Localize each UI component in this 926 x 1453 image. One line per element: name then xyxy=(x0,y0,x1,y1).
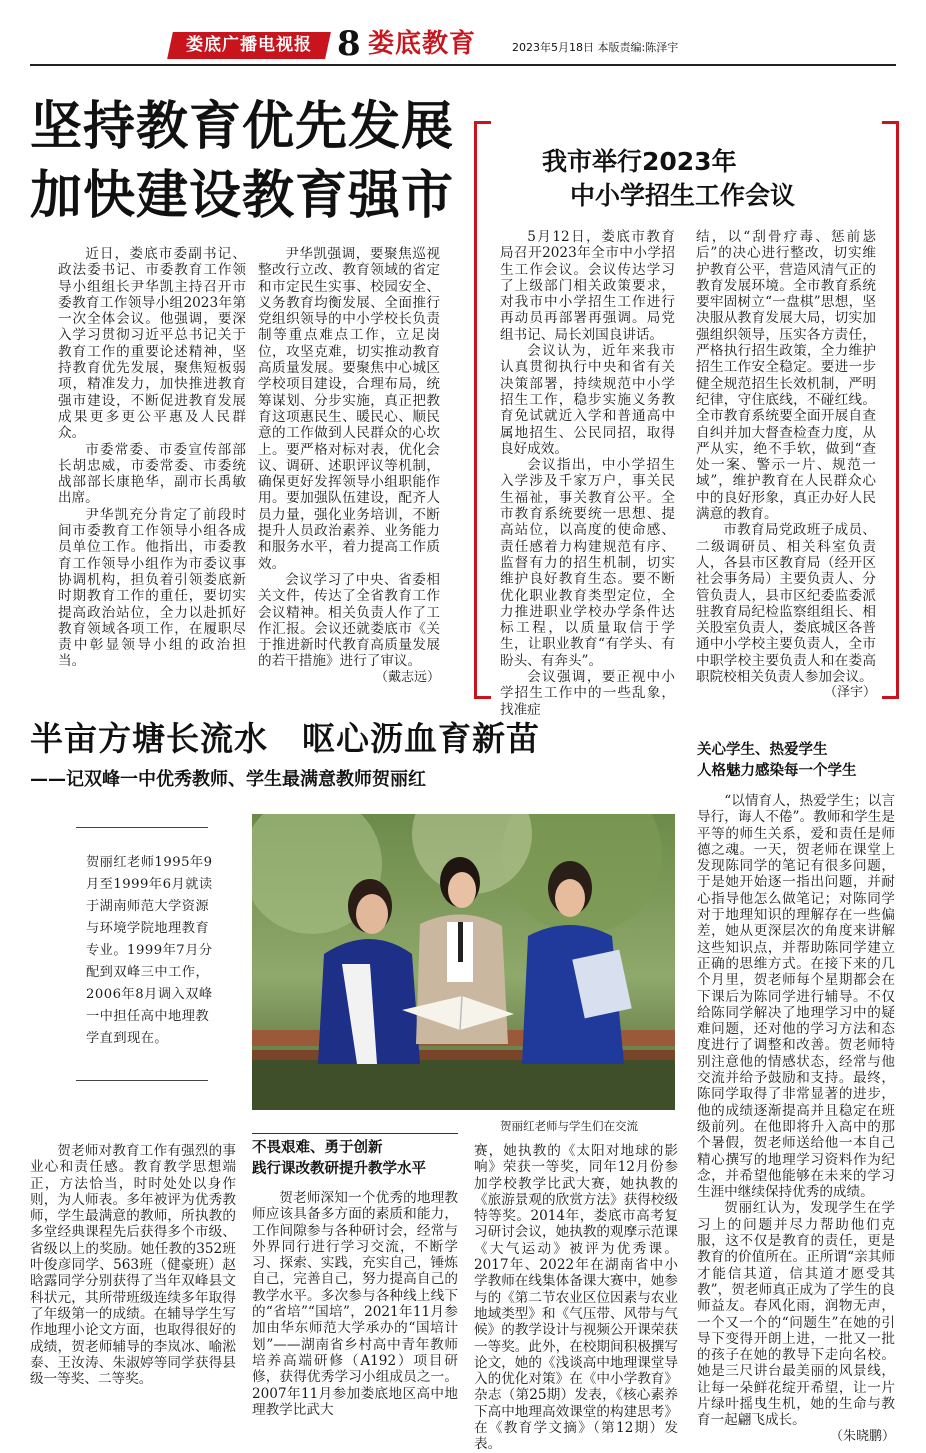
section-b-rule xyxy=(252,1133,458,1134)
story3-column-a xyxy=(30,1143,236,1387)
story3-subtitle: ——记双峰一中优秀教师、学生最满意教师贺丽红 xyxy=(30,769,426,790)
story1-title-line2: 加快建设教育强市 xyxy=(30,166,455,226)
section-d-title-line1: 关心学生、热爱学生 xyxy=(697,742,828,758)
right-bracket xyxy=(882,121,899,699)
paragraph: 市教育局党政班子成员、二级调研员、相关科室负责人，各县市区教育局（经开区社会事务局）主要负责人、分管负责人，县市区纪委监委派驻教育局纪检监察组组长、相关股室负责人，娄底城区各普通中小学校主要负责人，全市中职学校主要负责人和在娄高职院校相关负责人参加会议。 xyxy=(696,522,876,686)
story2-title-line2: 中小学招生工作会议 xyxy=(570,181,796,210)
masthead-rule xyxy=(30,64,896,66)
photo-caption: 贺丽红老师与学生们在交流 xyxy=(500,1119,638,1133)
story1-author: （戴志远） xyxy=(374,669,440,685)
paragraph: 会议指出，中小学招生入学涉及千家万户，事关民生福祉，事关教育公平。全市教育系统要统一思想、提高站位，以高度的使命感、责任感着力构建规范有序、监督有力的招生机制，切实维护良好教育生态。要不断优化职业教育类型定位，全力推进职业学校办学条件达标工程，以质量取信于学生，让职业教育“有学头、有盼头、有奔头”。 xyxy=(500,457,675,669)
story2-title-line1: 我市举行2023年 xyxy=(542,147,737,176)
story2-column-2 xyxy=(696,229,876,702)
paragraph: 赛，她执教的《太阳对地球的影响》荣获一等奖，同年12月份参加学校教学比武大赛，她执教的《旅游景观的欣赏方法》获得校级特等奖。2014年，娄底市高考复习研讨会议，她执教的观摩示范课《大气运动》被评为优秀课。2017年、2022年在湖南省中小学教师在线集体备课大赛中，她参与的《第二节农业区位因素与农业地域类型》和《气压带、风带与气候》的教学设计与视频公开课荣获一等奖。此外，在校期间积极撰写论文，她的《浅谈高中地理课堂导入的优化对策》在《中小学教育》杂志（第25期）发表，《核心素养下高中地理高效课堂的构建思考》在《教育学文摘》（第12期）发表。 xyxy=(474,1143,678,1453)
paragraph: 结，以“刮骨疗毒、惩前毖后”的决心进行整改，切实维护教育公平，营造风清气正的教育发展环境。全市教育系统要牢固树立“一盘棋”思想，坚决服从教育发展大局，切实加强组织领导，压实各方责任，严格执行招生政策，全力维护招生工作安全稳定。要进一步健全规范招生长效机制，严明纪律，守住底线，不碰红线。全市教育系统要全面开展自查自纠并加大督查检查力度，从严从实，绝不手软，做到“查处一案、警示一片、规范一域”，维护教育在人民群众心中的良好形象，真正办好人民满意的教育。 xyxy=(696,229,876,523)
issue-info: 2023年5月18日 本版责编:陈泽宇 xyxy=(512,41,679,54)
paragraph: 5月12日，娄底市教育局召开2023年全市中小学招生工作会议。会议传达学习了上级部门相关政策要求，对我市中小学招生工作进行再动员再部署再强调。局党组书记、局长刘国良讲话。 xyxy=(500,229,675,343)
paragraph: 市委常委、市委宣传部部长胡忠威，市委常委、市委统战部部长康艳华，副市长禹敏出席。 xyxy=(58,441,246,507)
story3-column-d xyxy=(697,793,895,1445)
teacher-bio: 贺丽红老师1995年9月至1999年6月就读于湖南师范大学资源与环境学院地理教育专业。1999年7月分配到双峰三中工作，2006年8月调入双峰一中担任高中地理教学直到现在。 xyxy=(86,855,213,1046)
section-d-title-line2: 人格魅力感染每一个学生 xyxy=(697,763,857,779)
story1-column-2 xyxy=(258,246,440,686)
teacher-photo xyxy=(252,814,675,1110)
story3-title: 半亩方塘长流水 呕心沥血育新苗 xyxy=(30,719,540,758)
paragraph: 近日，娄底市委副书记、政法委书记、市委教育工作领导小组组长尹华凯主持召开市委教育工作领导小组2023年第一次全体会议。他强调，要深入学习贯彻习近平总书记关于教育工作的重要论述精神，坚持教育优先发展，聚焦短板弱项，精准发力，加快推进教育强市建设，不断促进教育发展成果更多更公平惠及人民群众。 xyxy=(58,246,246,442)
page-number: 8 xyxy=(337,24,361,64)
paragraph: 尹华凯充分肯定了前段时间市委教育工作领导小组各成员单位工作。他指出，市委教育工作领导小组作为市委议事协调机构，担负着引领娄底新时期教育工作的重任，要切实提高政治站位，全力以赴抓好教育领域各项工作，在履职尽责中彰显领导小组的政治担当。 xyxy=(58,506,246,670)
story1-column-1 xyxy=(58,246,246,670)
paper-name-banner xyxy=(167,32,331,59)
story3-author: （朱晓鹏） xyxy=(829,1428,895,1444)
photo-illustration xyxy=(252,814,675,1110)
section-b-title-line1: 不畏艰难、勇于创新 xyxy=(252,1140,383,1156)
story3-column-c xyxy=(474,1143,678,1453)
bio-top-rule xyxy=(76,827,208,828)
paragraph: 贺老师对教育工作有强烈的事业心和责任感。教育教学思想端正，方法恰当，时时处处以身作则，为人师表。多年被评为优秀教师，学生最满意的教师，所执教的多堂经典课程先后获得多个市级、省级以上的奖励。她任教的352班叶俊彦同学、563班（健豪班）赵晗露同学分别获得了当年双峰县文科状元，其所带班级连续多年取得了年级第一的成绩。在辅导学生写作地理小论文方面，也取得很好的成绩，贺老师辅导的李岚冰、喻淞泰、王汝涛、朱淑婷等同学获得县级一等奖、二等奖。 xyxy=(30,1143,236,1388)
section-title: 娄底教育 xyxy=(368,29,477,59)
paragraph: 会议强调，要正视中小学招生工作中的一些乱象，找准症 xyxy=(500,669,675,718)
left-bracket xyxy=(474,121,491,699)
story1-title-line1: 坚持教育优先发展 xyxy=(30,97,455,157)
paragraph: 尹华凯强调，要聚焦巡视整改行立改、教育领域的省定和市定民生实事、校园安全、义务教育均衡发展、全面推行党组织领导的中小学校长负责制等重点难点工作，立足岗位，攻坚克难，切实推动教育高质量发展。要聚焦中心城区学校项目建设，合理布局，统筹谋划、分步实施，真正把教育这项惠民生、暖民心、顺民意的工作做到人民群众的心坎上。要严格对标对表，优化会议、调研、述职评议等机制，确保更好发挥领导小组职能作用。要加强队伍建设，配齐人员力量，强化业务培训，不断提升人员政治素养、业务能力和服务水平，着力提高工作质效。 xyxy=(258,246,440,572)
paragraph: 会议认为，近年来我市认真贯彻执行中央和省有关决策部署，持续规范中小学招生工作，稳步实施义务教育免试就近入学和普通高中属地招生、公民同招，取得良好成效。 xyxy=(500,343,675,457)
paragraph: 会议学习了中央、省委相关文件，传达了全省教育工作会议精神。相关负责人作了工作汇报。会议还就娄底市《关于推进新时代教育高质量发展的若干措施》进行了审议。 xyxy=(258,571,440,670)
paragraph: 贺丽红认为，发现学生在学习上的问题并尽力帮助他们克服，这不仅是教育的责任，更是教育的价值所在。正所谓“亲其师才能信其道，信其道才愿受其教”，贺老师真正成为了学生的良师益友。春风化雨，润物无声，一个又一个的“问题生”在她的引导下变得开朗上进，一批又一批的孩子在她的教导下走向名校。她是三尺讲台最美丽的风景线，让每一朵鲜花绽开希望，让一片片绿叶摇曳生机，她的生命与教育一起翩飞成长。 xyxy=(697,1200,895,1429)
paragraph: “以情育人，热爱学生；以言导行，诲人不倦”。教师和学生是平等的师生关系，爱和责任是师德之魂。一天，贺老师在课堂上发现陈同学的笔记有很多问题，于是她开始逐一指出问题，并耐心指导他怎么做笔记；对陈同学对于地理知识的理解存在一些偏差，她从更深层次的角度来讲解这些知识点，并帮助陈同学建立正确的思维方式。在接下来的几个月里，贺老师每个星期都会在下课后为陈同学进行辅导。不仅给陈同学解决了地理学习中的疑难问题，还对他的学习方法和态度进行了调整和改善。贺老师特别注意他的情感状态，经常与他交流并给予鼓励和支持。最终，陈同学取得了非常显著的进步，他的成绩逐渐提高并且稳定在班级前列。在他即将升入高中的那个暑假，贺老师送给他一本自己精心撰写的地理学习资料作为纪念，并希望他能够在未来的学习生涯中继续保持优秀的成绩。 xyxy=(697,793,895,1201)
bio-bottom-rule xyxy=(76,1080,208,1081)
story3-column-b xyxy=(252,1190,458,1418)
section-b-title-line2: 践行课改教研提升教学水平 xyxy=(252,1161,426,1177)
paragraph: 贺老师深知一个优秀的地理教师应该具备多方面的素质和能力，工作间隙参与各种研讨会，经常与外界同行进行学习交流，不断学习、探索、实践，充实自己，锤炼自己，完善自己，努力提高自己的教学水平。多次参与各种线上线下的“省培”“国培”，2021年11月参加由华东师范大学承办的“国培计划”——湖南省乡村高中青年教师培养高端研修（A192）项目研修，获得优秀学习小组成员之一。2007年11月参加娄底地区高中地理教学比武大 xyxy=(252,1190,458,1418)
story2-author: （泽宇） xyxy=(823,685,876,701)
paper-name: 娄底广播电视报 xyxy=(186,35,312,55)
story2-column-1 xyxy=(500,229,675,718)
